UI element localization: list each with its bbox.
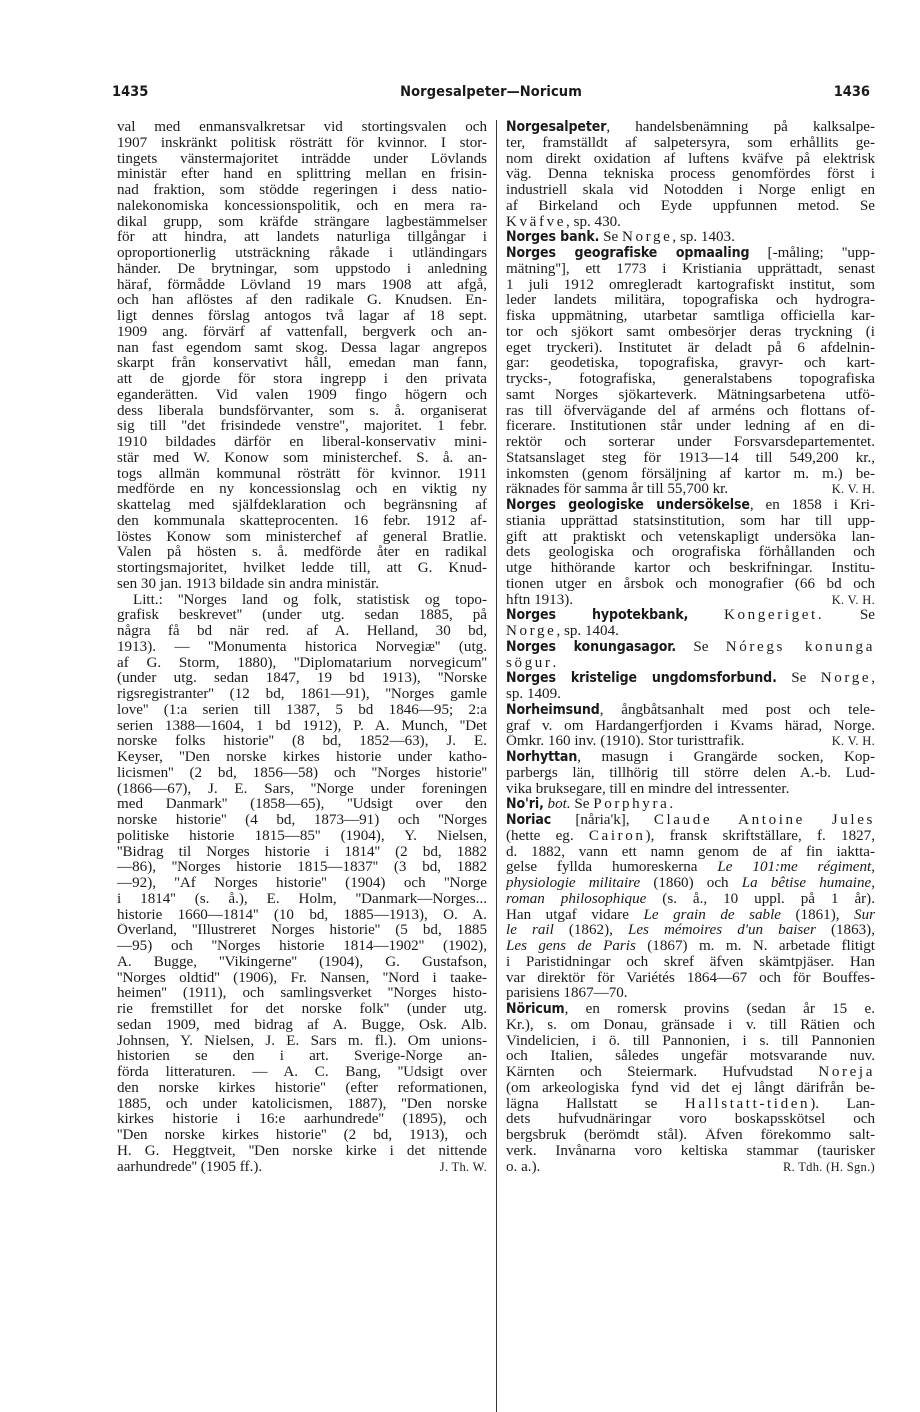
headword: Noriac [506,813,552,828]
text-line: Överland, ''Illustreret Norges historie'' (5 bd, 1885 [117,923,487,939]
headword: Norges kristelige ungdomsforbund. [506,671,777,687]
headword: Norges bank. [506,230,600,246]
text-line: ras till öfvervägande del af arméns och flottans of- [506,403,875,419]
entry-norges-kristelige-ungdomsforbund: Norges kristelige ungdomsforbund. Se Norge, [506,671,875,687]
text-line: bergsbruk (berömdt stål). Äfven förekommo salt- [506,1128,875,1143]
text-line: 1910 bildades därför en liberal-konservativ mini- [117,435,487,450]
text-line: Kväfve, sp. 430. [506,214,621,230]
text-line: den kommunala skatteprocenten. 16 febr. 1912 af- [117,513,487,529]
text-line: (under utg. sedan 1847, 19 bd 1913), ''Norske [117,671,487,687]
text-line: A. Bugge, ''Vikingerne'' (1904), G. Gustafson, [117,954,487,970]
text-line: gelse fyllda humoreskerna Le 101:me régiment, [506,860,875,876]
text-line: Les gens de Paris (1867) m. m. N. arbetade flitigt [506,939,875,954]
text-line: löstes Konow som ministerchef af general Bratlie. [117,529,487,545]
headword: Nöricum [506,1002,565,1017]
text-line: —86), ''Norges historie 1815—1837'' (3 bd, 1882 [117,860,487,876]
text-line: sp. 1409. [506,687,561,702]
person-name: Claude Antoine Jules [653,813,875,828]
text-line: serien 1388—1604, 1 bd 1912), P. A. Munch, ''Det [117,718,487,734]
text-line: med Danmark'' (1858—65), ''Udsigt over den [117,797,487,813]
text-line: dets hufvudnäringar voro boskapsskötsel och [506,1112,875,1128]
text-line: politiske historie 1815—85'' (1904), Y. Nielsen, [117,828,487,844]
text-line: stortingsmajoritet, hvilket ledde till, att G. Knud- [117,561,487,576]
author-signature: K. V. H. [831,734,875,749]
text-line: Ömkr. 160 inv. (1910). Stor turisttrafik. K. V. H. [506,734,875,750]
cross-reference: Hallstatt-tiden [684,1096,811,1112]
cross-reference: Kväfve [506,214,567,230]
cross-reference: sögur [506,655,553,671]
cross-reference: Norge [820,671,872,687]
right-column [506,120,875,1175]
entry-norges-geologiske-undersokelse: Norges geologiske undersökelse, en 1858 i Kri- [506,498,875,513]
text-line: förda litteraturen. — A. C. Bang, ''Udsigt over [117,1065,487,1080]
text-line: Kr.), s. om Donau, gränsade i v. till Rätien och [506,1017,875,1033]
work-title: La bêtise humaine, [741,876,875,891]
running-title: Norgesalpeter—Noricum [400,84,582,100]
text-line: val med enmansvalkretsar vid stortingsvalen och [117,120,487,135]
work-title: Les mémoires d'un baiser [627,923,816,939]
entry-norheimsund: Norheimsund, ångbåtsanhalt med post och tele- [506,702,875,718]
text-line: tingets vänstermajoritet inträdde under Lövlands [117,151,487,167]
text-line: H. G. Heggtveit, ''Den norske kirke i det nittende [117,1143,487,1159]
text-line: le rail (1862), Les mémoires d'un baiser (1863), [506,923,875,939]
text-line: historie 1660—1814'' (10 bd, 1885—1913), O. A. [117,907,487,923]
text-line: händer. De brytningar, som uppstodo i anledning [117,261,487,277]
headword: Norges hypotekbank, [506,608,689,624]
text-line: parbergs län, tillhörig till större delen A.-b. Lud- [506,765,875,781]
work-title: Le 101:me régiment, [717,860,875,876]
text-line: stiania upprättad statsinstitution, som har till upp- [506,513,875,529]
text-line: ligt dennes förslag antogos två lagar af 18 sept. [117,309,487,324]
text-line: dets geologiska och orografiska förhållanden och [506,545,875,561]
work-title: Sur [854,907,875,923]
text-line: dikal grupp, som kräfde strängare lagbestämmelser [117,214,487,230]
text-line: rigsregistranter'' (12 bd, 1861—91), ''Norges gamle [117,687,487,702]
text-line: —95) och ''Norges historie 1814—1902'' (1902), [117,939,487,954]
text-line: i Paristidningar och skref äfven skämtpjäser. Han [506,954,875,970]
headword: Norgesalpeter [506,120,607,135]
text-line [117,1160,487,1176]
text-line: den norske kirkes historie'' (efter reformationen, [117,1080,487,1096]
entry-noriac: Noriac [nåria'k], Claude Antoine Jules [506,813,875,828]
entry-norgesalpeter: Norgesalpeter, handelsbenämning på kalksalpe- [506,120,875,135]
headword: Norges geografiske opmaaling [506,246,750,261]
text-line: tor och sjökort samt ombesörjer deras tryckning (i [506,324,875,340]
text-line: graf v. om Hardangerfjorden i Kvams härad, Norge. [506,718,875,734]
entry-norges-geografiske-opmaaling: Norges geografiske opmaaling [-måling; ''upp- [506,246,875,261]
author-signature: J. Th. W. [439,1159,487,1174]
text-line: togs allmän kommunal rösträtt för kvinnor. 1911 [117,466,487,482]
text-line: rie fremstillet for det norske folk'' (under utg. [117,1002,487,1017]
text-line: grafisk beskrevet'' (under utg. sedan 1885, på [117,608,487,624]
text-line: 1909 ang. förvärf af vattenfall, bergverk och an- [117,324,487,340]
text-line: nan fast egendom samt skog. Dessa lagar angrepos [117,340,487,356]
text-line: (om arkeologiska fynd vid det ej långt därifrån be- [506,1080,875,1096]
cross-reference: Kongeriget. [723,608,825,624]
text-line: i 1814'' (s. å.), E. Holm, ''Danmark—Norges... [117,891,487,907]
text-line: Han utgaf vidare Le grain de sable (1861), Sur [506,907,875,923]
text-line: gift att praktiskt och vetenskapligt undersöka lan- [506,529,875,545]
text-line: gar: geodetiska, topografiska, gravyr- och kart- [506,356,875,372]
line-text: aarhundrede'' (1905 ff.). [117,1159,263,1175]
text-line: trycks-, fotografiska, generalstabens topografiska [506,372,875,387]
text-line: lägna Hallstatt se Hallstatt-tiden). Lan- [506,1096,875,1112]
page-number-right: 1436 [833,84,870,100]
work-title: Les gens de Paris [506,939,636,954]
text-line: för att hindra, att landets naturliga tillgångar i [117,230,487,246]
text-line: historien se den i art. Sverige-Norge an- [117,1049,487,1065]
work-title: Le grain de sable [643,907,781,923]
text-line: Johnsen, Y. Nielsen, J. E. Sars m. fl.). Om unions- [117,1033,487,1049]
work-title: le rail [506,923,554,939]
text-line: ficerare. Institutionen står under ledning af en di- [506,419,875,435]
headword: Norges konungasagor. [506,639,677,655]
text-line: industriell skala vid Notodden i Norge enligt en [506,183,875,198]
text-line: eganderätten. Vid valen 1909 fingo högern och [117,387,487,403]
text-line: var direktör för Variétés 1864—67 och för Bouffes- [506,970,875,986]
text-line: Kärnten och Steiermark. Hufvudstad Noreja [506,1065,875,1080]
cross-reference: Nóregs konunga [725,639,875,655]
text-line: eget tryckeri). Institutet är deladt på 6 afdelnin- [506,340,875,356]
text-line: sen 30 jan. 1913 bildade sin andra ministär. [117,576,379,592]
text-line: heimen'' (1911), och samlingsverket ''Norges histo- [117,986,487,1002]
text-line: Litt.: ''Norges land og folk, statistisk og topo- [133,592,487,608]
person-name: Cairon [588,828,646,844]
entry-norges-konungasagor: Norges konungasagor. Se Nóregs konunga [506,639,875,655]
text-line: vika bruksegare, till en mindre del intressenter. [506,781,790,797]
text-line: rektör och sorterar under Forsvarsdepartementet. [506,435,875,450]
text-line: verk. Invånarna voro keltiska stammar (taurisker [506,1143,875,1159]
text-line: physiologie militaire (1860) och La bêtise humaine, [506,876,875,891]
work-title: roman philosophique [506,891,647,907]
entry-norges-bank: Norges bank. Se Norge, sp. 1403. [506,230,735,246]
text-line: oproportionerlig utsträckning råkade i utländingars [117,246,487,261]
author-signature: R. Tdh. (H. Sgn.) [782,1159,875,1174]
text-line: 1 juli 1912 omregleradt kartografiskt institut, som [506,277,875,293]
work-title: physiologie militaire [506,876,641,891]
text-line: (hette eg. Cairon), fransk skriftställare, f. 1827, [506,828,875,844]
cross-reference: Norge [506,624,557,639]
text-line: ''Norges oldtid'' (1906), Fr. Nansen, ''Nord i taake- [117,970,487,986]
text-line: Valen på hösten s. å. medförde åter en radikal [117,545,487,561]
text-line: skattelag med själfdeklaration och begränsning af [117,498,487,513]
text-line: 1913). — ''Monumenta historica Norvegiæ'' (utg. [117,639,487,655]
text-line: sedan 1909, med bidrag af A. Bugge, Osk. Alb. [117,1017,487,1033]
text-line: Keyser, ''Den norske kirkes historie under katho- [117,750,487,765]
text-line: utge hithörande kartor och beskrifningar. Institu- [506,561,875,576]
text-line: sig till ''det frisindede venstre'', majoritet. 1 febr. [117,419,487,435]
text-line: —92), ''Af Norges historie'' (1904) och ''Norge [117,876,487,891]
text-line: stär med W. Konow som ministerchef. S. å. an- [117,450,487,466]
text-line: dess liberala bundsförvanter, som s. å. organiserat [117,403,487,419]
text-line: kirkes historie i 16:e aarhundrede'' (1895), och [117,1112,487,1128]
text-line: tionen utger en årsbok och monografier (66 bd och [506,576,875,592]
text-line: samt Norges sjökarteverk. Mätningsarbetena utfö- [506,387,875,403]
entry-norhyttan: Norhyttan, masugn i Grangärde socken, Kop- [506,750,875,765]
text-line: norske historie'' (4 bd, 1873—91) och ''Norges [117,813,487,828]
text-line: o. a.). R. Tdh. (H. Sgn.) [506,1159,875,1175]
text-line: licismen'' (2 bd, 1856—58) och ''Norges historie'' [117,765,487,781]
text-line: och Italien, således ungefär motsvarande nuv. [506,1049,875,1065]
page-header [112,84,870,106]
text-line: och han aflöstes af den radikale G. Knudsen. En- [117,293,487,309]
text-line: räknades för samma år till 55,700 kr. K. V. H. [506,482,875,498]
text-line: fiska uppmätning, utarbetar samtliga officiella kar- [506,309,875,324]
text-line: Norge, sp. 1404. [506,624,619,639]
cross-reference: Porphyra [593,797,670,813]
text-line: roman philosophique (s. å., 10 uppl. på 1 år). [506,891,875,907]
text-line: leder landets militära, topografiska och hydrogra- [506,293,875,309]
text-line: mätning''], ett 1773 i Kristiania upprättadt, senast [506,261,875,277]
left-column [117,120,487,1175]
text-line: sögur. [506,655,557,671]
text-line: inkomsten (genom försäljning af kartor m. m.) be- [506,466,875,482]
text-line: af G. Storm, 1880), ''Diplomatarium norvegicum'' [117,655,487,671]
text-line: skarpt från konservativt håll, emedan man fann, [117,356,487,372]
cross-reference: Noreja [818,1065,875,1080]
entry-norges-hypotekbank: Norges hypotekbank, Kongeriget. Se [506,608,875,624]
text-line: 1907 inskränkt politisk rösträtt för kvinnor. I stor- [117,135,487,151]
text-line: hftn 1913). K. V. H. [506,592,875,608]
text-line: väg. Denna tekniska process genomfördes först i [506,167,875,183]
headword: No'ri, [506,797,544,813]
text-line: (1866—67), J. E. Sars, ''Norge under foreningen [117,781,487,797]
text-line: d. 1882, vann ett namn genom de af fin iaktta- [506,844,875,860]
text-line: nad fraktion, som stödde regeringen i dess natio- [117,183,487,198]
text-line: ter, framställdt af salpetersyra, som erhållits ge- [506,135,875,151]
text-line: parisiens 1867—70. [506,986,628,1002]
text-line: nom direkt oxidation af luftens kväfve på elektrisk [506,151,875,167]
headword: Norheimsund [506,702,600,718]
text-line: ministär efter hand en splittring mellan en frisin- [117,167,487,183]
text-line: af Birkeland och Eyde uppfunnen metod. Se [506,198,875,214]
author-signature: K. V. H. [831,482,875,497]
page-number-left: 1435 [112,84,149,100]
text-line: ''Bidrag til Norges historie i 1814'' (2 bd, 1882 [117,844,487,860]
text-line: häraf, förmådde Lövland 19 mars 1908 att afgå, [117,277,487,293]
text-line: några få bd när red. af A. Helland, 30 bd, [117,624,487,639]
headword: Norges geologiske undersökelse [506,498,750,513]
entry-noricum: Nöricum, en romersk provins (sedan år 15 e. [506,1002,875,1017]
text-line: love'' (1:a serien till 1387, 5 bd 1846—95; 2:a [117,702,487,718]
text-line: 1885, och under katolicismen, 1887), ''Den norske [117,1096,487,1112]
column-divider [496,120,497,1412]
entry-nori: No'ri, bot. Se Porphyra. [506,797,674,813]
cross-reference: Norge [621,230,673,246]
author-signature: K. V. H. [831,592,875,607]
text-line: Statsanslaget steg för 1913—14 till 549,200 kr., [506,450,875,466]
text-line: ''Den norske kirkes historie'' (2 bd, 1913), och [117,1128,487,1143]
text-line: att de gjorde för stora ingrepp i den privata [117,372,487,387]
text-line: Vindelicien, i ö. till Pannonien, i s. till Pannonien [506,1033,875,1049]
text-line: medförde en ny koncessionslag och en viktig ny [117,482,487,498]
text-line: norske folks historie'' (8 bd, 1852—63), J. E. [117,734,487,750]
headword: Norhyttan [506,750,578,765]
text-line: nalekonomiska koncessionspolitik, och en mera ra- [117,198,487,214]
